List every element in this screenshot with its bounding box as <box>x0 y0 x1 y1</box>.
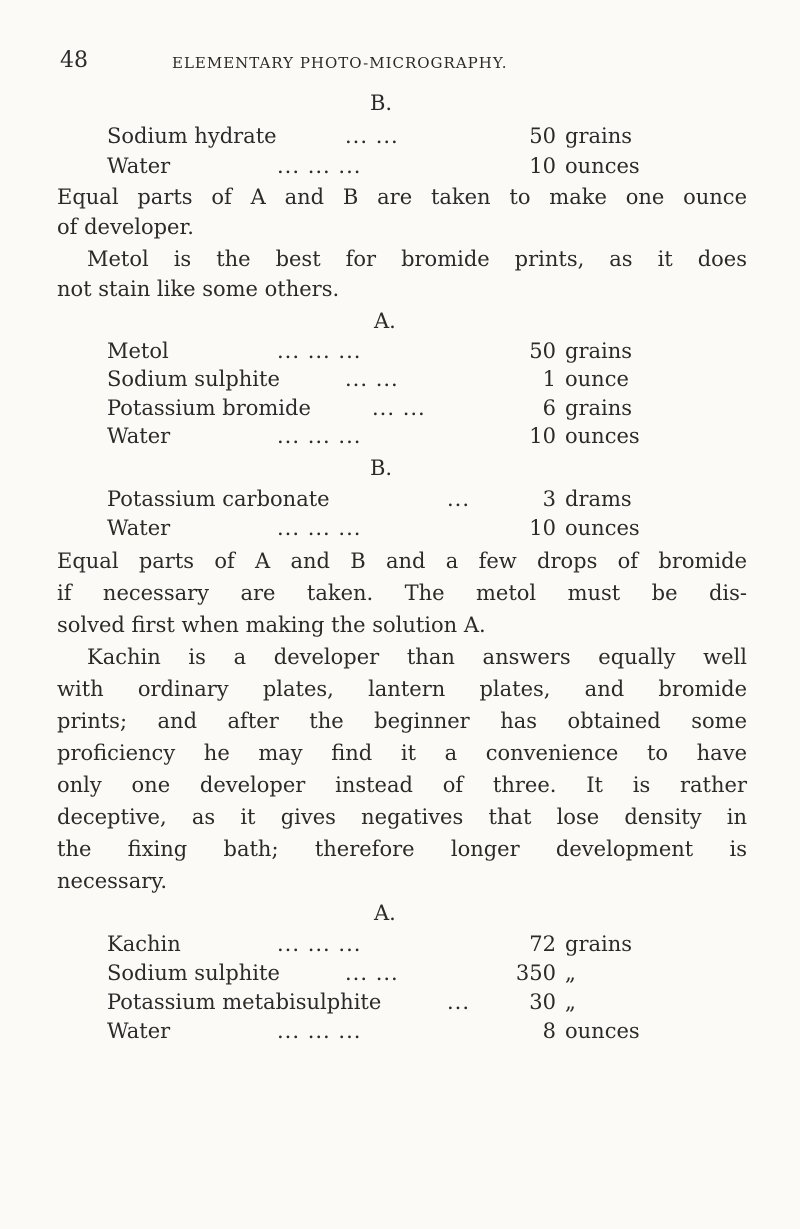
ingredient-quantity: 1 <box>542 367 556 391</box>
ingredient-quantity: 3 <box>542 487 556 511</box>
ingredient-name: Water <box>107 1019 171 1043</box>
recipe-row <box>107 513 747 543</box>
leader-dots: ... ... ... <box>277 932 362 956</box>
text-line: prints; and after the beginner has obtained some <box>57 709 747 733</box>
ingredient-name: Potassium carbonate <box>107 487 330 511</box>
ingredient-unit: ounces <box>565 154 640 178</box>
section-label: B. <box>370 91 393 115</box>
ingredient-quantity: 6 <box>542 396 556 420</box>
ingredient-quantity: 10 <box>529 424 556 448</box>
text-line: necessary. <box>57 869 168 893</box>
text-line: not stain like some others. <box>57 277 340 301</box>
text-line: Kachin is a developer than answers equally well <box>87 645 747 669</box>
recipe-row <box>107 121 747 151</box>
ingredient-quantity: 30 <box>529 990 556 1014</box>
section-label: A. <box>374 309 396 333</box>
ingredient-unit: grains <box>565 124 633 148</box>
leader-dots: ... ... ... <box>277 154 362 178</box>
text-line: deceptive, as it gives negatives that lose density in <box>57 805 747 829</box>
ingredient-quantity: 50 <box>529 124 556 148</box>
ingredient-unit: grains <box>565 932 633 956</box>
recipe-row <box>107 987 747 1017</box>
leader-dots: ... ... <box>345 367 399 391</box>
ingredient-name: Water <box>107 154 171 178</box>
text-line: solved first when making the solution A. <box>57 613 486 637</box>
ingredient-quantity: 10 <box>529 154 556 178</box>
running-title: ELEMENTARY PHOTO-MICROGRAPHY. <box>172 54 508 72</box>
text-line: of developer. <box>57 215 194 239</box>
recipe-row <box>107 336 747 366</box>
ingredient-unit: ounce <box>565 367 629 391</box>
text-line: with ordinary plates, lantern plates, and bromide <box>57 677 747 701</box>
recipe-row <box>107 484 747 514</box>
leader-dots: ... ... ... <box>277 339 362 363</box>
leader-dots: ... ... ... <box>277 516 362 540</box>
text-line: only one developer instead of three. It is rather <box>57 773 747 797</box>
ingredient-name: Sodium sulphite <box>107 367 280 391</box>
ingredient-unit: grains <box>565 396 633 420</box>
ingredient-unit: ounces <box>565 424 640 448</box>
ingredient-name: Kachin <box>107 932 181 956</box>
ingredient-unit: grains <box>565 339 633 363</box>
recipe-row <box>107 393 747 423</box>
ingredient-name: Water <box>107 516 171 540</box>
recipe-row <box>107 364 747 394</box>
recipe-row <box>107 958 747 988</box>
page-number: 48 <box>60 48 88 73</box>
ingredient-name: Potassium bromide <box>107 396 311 420</box>
ingredient-name: Potassium metabisulphite <box>107 990 382 1014</box>
recipe-row <box>107 1016 747 1046</box>
ingredient-unit: ounces <box>565 1019 640 1043</box>
ingredient-quantity: 72 <box>529 932 556 956</box>
text-line: the fixing bath; therefore longer development is <box>57 837 747 861</box>
leader-dots: ... ... <box>372 396 426 420</box>
ingredient-unit: drams <box>565 487 632 511</box>
recipe-row <box>107 151 747 181</box>
leader-dots: ... ... <box>345 961 399 985</box>
leader-dots: ... <box>447 990 471 1014</box>
text-line: proficiency he may find it a convenience to have <box>57 741 747 765</box>
leader-dots: ... ... ... <box>277 1019 362 1043</box>
ingredient-quantity: 10 <box>529 516 556 540</box>
leader-dots: ... <box>447 487 471 511</box>
text-line: Equal parts of A and B and a few drops of bromide <box>57 549 747 573</box>
ingredient-quantity: 8 <box>542 1019 556 1043</box>
text-line: if necessary are taken. The metol must be dis- <box>57 581 747 605</box>
section-label: A. <box>374 901 396 925</box>
ingredient-unit: ounces <box>565 516 640 540</box>
ingredient-unit: „ <box>565 961 576 985</box>
page-header <box>60 48 760 78</box>
text-line: Equal parts of A and B are taken to make one ounce <box>57 185 747 209</box>
recipe-row <box>107 421 747 451</box>
ingredient-unit: „ <box>565 990 576 1014</box>
text-line: Metol is the best for bromide prints, as it does <box>87 247 747 271</box>
leader-dots: ... ... <box>345 124 399 148</box>
ingredient-name: Metol <box>107 339 169 363</box>
ingredient-name: Sodium hydrate <box>107 124 277 148</box>
section-label: B. <box>370 456 393 480</box>
recipe-row <box>107 929 747 959</box>
ingredient-name: Water <box>107 424 171 448</box>
ingredient-name: Sodium sulphite <box>107 961 280 985</box>
leader-dots: ... ... ... <box>277 424 362 448</box>
ingredient-quantity: 350 <box>515 961 556 985</box>
ingredient-quantity: 50 <box>529 339 556 363</box>
